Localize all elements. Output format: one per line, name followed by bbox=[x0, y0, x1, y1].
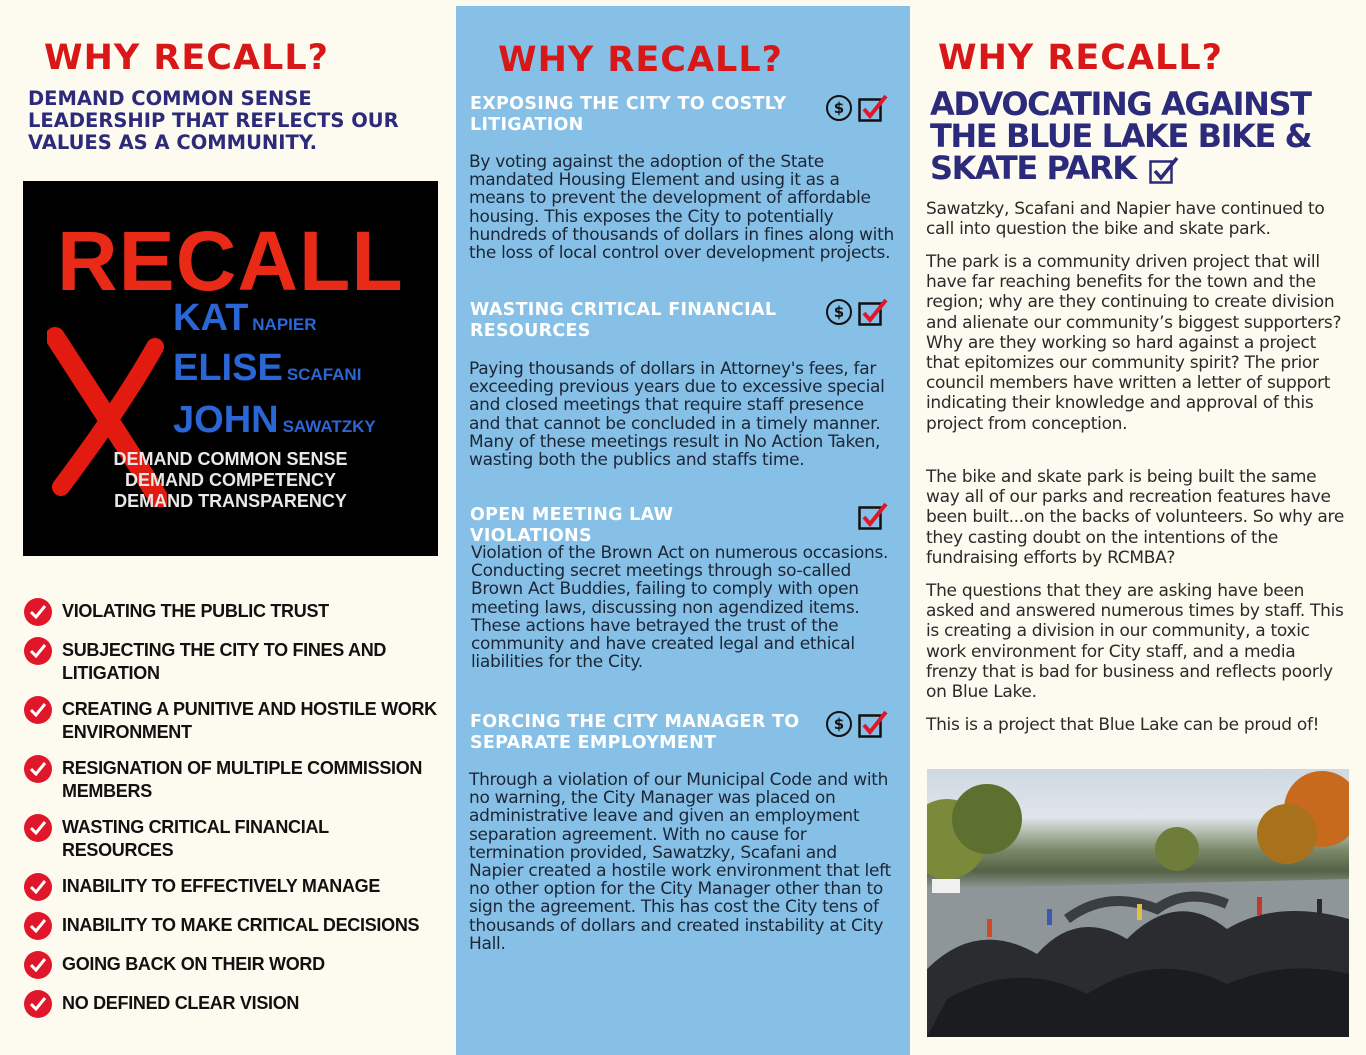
section-title-wasting: WASTING CRITICAL FINANCIAL RESOURCES bbox=[470, 300, 777, 341]
paragraph-3: The bike and skate park is being built the same way all of our parks and recreation features have been built...on the backs of volunteers. So why are they casting doubt on the intentions of the fundraising efforts by RCMBA? bbox=[926, 467, 1345, 568]
red-check-icon bbox=[24, 598, 52, 626]
red-check-icon bbox=[24, 637, 52, 665]
list-item: INABILITY TO MAKE CRITICAL DECISIONS bbox=[24, 912, 444, 940]
list-item: VIOLATING THE PUBLIC TRUST bbox=[24, 598, 444, 626]
section-icons-open-meeting bbox=[858, 502, 888, 530]
middle-panel bbox=[456, 6, 910, 1055]
dollar-icon: $ bbox=[826, 711, 852, 737]
red-check-icon bbox=[24, 814, 52, 842]
section-title-city-manager: FORCING THE CITY MANAGER TO SEPARATE EMPLOYMENT bbox=[470, 712, 800, 753]
list-item: NO DEFINED CLEAR VISION bbox=[24, 990, 444, 1018]
red-check-icon bbox=[24, 912, 52, 940]
why-recall-heading-middle: WHY RECALL? bbox=[498, 40, 783, 80]
list-item: RESIGNATION OF MULTIPLE COMMISSION MEMBERS bbox=[24, 755, 444, 803]
poster-name-kat: KAT NAPIER bbox=[173, 297, 317, 339]
red-check-icon bbox=[24, 951, 52, 979]
reasons-list bbox=[24, 598, 444, 1029]
section-body-open-meeting: Violation of the Brown Act on numerous occasions. Conducting secret meetings through so-called Brown Act Buddies, failing to comply with open meeting laws, discussing non agendized items. These actions have betrayed the trust of the community and have created legal and ethical liabilities for the City. bbox=[471, 543, 889, 673]
red-check-icon bbox=[24, 696, 52, 724]
section-icons-city-manager bbox=[826, 710, 888, 738]
section-title-litigation: EXPOSING THE CITY TO COSTLY LITIGATION bbox=[470, 94, 787, 135]
paragraph-4: The questions that they are asking have been asked and answered numerous times by staff. This is creating a division in our community, a toxic work environment for City staff, and a media frenzy that is bad for business and reflects poorly on Blue Lake. bbox=[926, 581, 1344, 703]
checked-box-icon bbox=[858, 710, 888, 738]
paragraph-5: This is a project that Blue Lake can be proud of! bbox=[926, 715, 1320, 735]
why-recall-heading-right: WHY RECALL? bbox=[938, 38, 1223, 78]
list-item: WASTING CRITICAL FINANCIAL RESOURCES bbox=[24, 814, 444, 862]
checked-box-icon bbox=[858, 94, 888, 122]
section-title-open-meeting: OPEN MEETING LAW VIOLATIONS bbox=[470, 505, 674, 546]
bike-park-illustration bbox=[927, 769, 1349, 1037]
section-icons-wasting bbox=[826, 298, 888, 326]
recall-poster bbox=[23, 181, 438, 556]
left-subtitle: DEMAND COMMON SENSE LEADERSHIP THAT REFLECTS OUR VALUES AS A COMMUNITY. bbox=[28, 87, 399, 154]
why-recall-heading-left: WHY RECALL? bbox=[44, 38, 329, 78]
poster-demand-2: DEMAND COMPETENCY bbox=[124, 470, 336, 490]
poster-name-john: JOHN SAWATZKY bbox=[173, 399, 376, 441]
section-body-wasting: Paying thousands of dollars in Attorney's fees, far exceeding previous years due to excessive special and closed meetings that require staff presence and that cannot be concluded in a timely manner. Many of these meetings result in No Action Taken, wasting both the publics and staffs time. bbox=[469, 359, 885, 471]
poster-demand-1: DEMAND COMMON SENSE bbox=[113, 449, 348, 469]
checked-box-icon bbox=[1149, 156, 1179, 184]
list-item: CREATING A PUNITIVE AND HOSTILE WORK ENVIRONMENT bbox=[24, 696, 444, 744]
right-panel bbox=[910, 0, 1366, 1055]
section-body-city-manager: Through a violation of our Municipal Code and with no warning, the City Manager was placed on administrative leave and given an employment separation agreement. With no cause for termination provided, Sawatzky, Scafani and Napier created a hostile work environment that left no other option for the City Manager other than to sign the agreement. This has cost the City tens of thousands of dollars and created instability at City Hall. bbox=[469, 770, 891, 954]
checked-box-icon bbox=[858, 298, 888, 326]
red-check-icon bbox=[24, 990, 52, 1018]
section-body-litigation: By voting against the adoption of the State mandated Housing Element and using it as a means to prevent the development of affordable housing. This exposes the City to potentially hundreds of thousands of dollars in fines along with the loss of local control over development projects. bbox=[469, 152, 894, 264]
left-panel bbox=[0, 0, 456, 1055]
dollar-icon: $ bbox=[826, 95, 852, 121]
poster-demand-3: DEMAND TRANSPARENCY bbox=[114, 491, 347, 511]
paragraph-1: Sawatzky, Scafani and Napier have continued to call into question the bike and skate park. bbox=[926, 199, 1325, 240]
bike-park-photo bbox=[927, 769, 1349, 1037]
dollar-icon: $ bbox=[826, 299, 852, 325]
list-item: GOING BACK ON THEIR WORD bbox=[24, 951, 444, 979]
poster-name-elise: ELISE SCAFANI bbox=[173, 347, 362, 389]
checked-box-icon bbox=[858, 502, 888, 530]
section-icons-litigation bbox=[826, 94, 888, 122]
list-item: INABILITY TO EFFECTIVELY MANAGE bbox=[24, 873, 444, 901]
bike-park-heading: ADVOCATING AGAINST THE BLUE LAKE BIKE & SKATE PARK bbox=[930, 85, 1312, 187]
paragraph-2: The park is a community driven project that will have far reaching benefits for the town and the region; why are they continuing to create division and alienate our community’s biggest supporters? Why are they working so hard against a project that epitomizes our community spirit? The prior council members have written a letter of support indicating their knowledge and approval of this project from conception. bbox=[926, 252, 1342, 434]
red-check-icon bbox=[24, 755, 52, 783]
list-item: SUBJECTING THE CITY TO FINES AND LITIGATION bbox=[24, 637, 444, 685]
red-check-icon bbox=[24, 873, 52, 901]
poster-recall-word: RECALL bbox=[57, 214, 404, 308]
